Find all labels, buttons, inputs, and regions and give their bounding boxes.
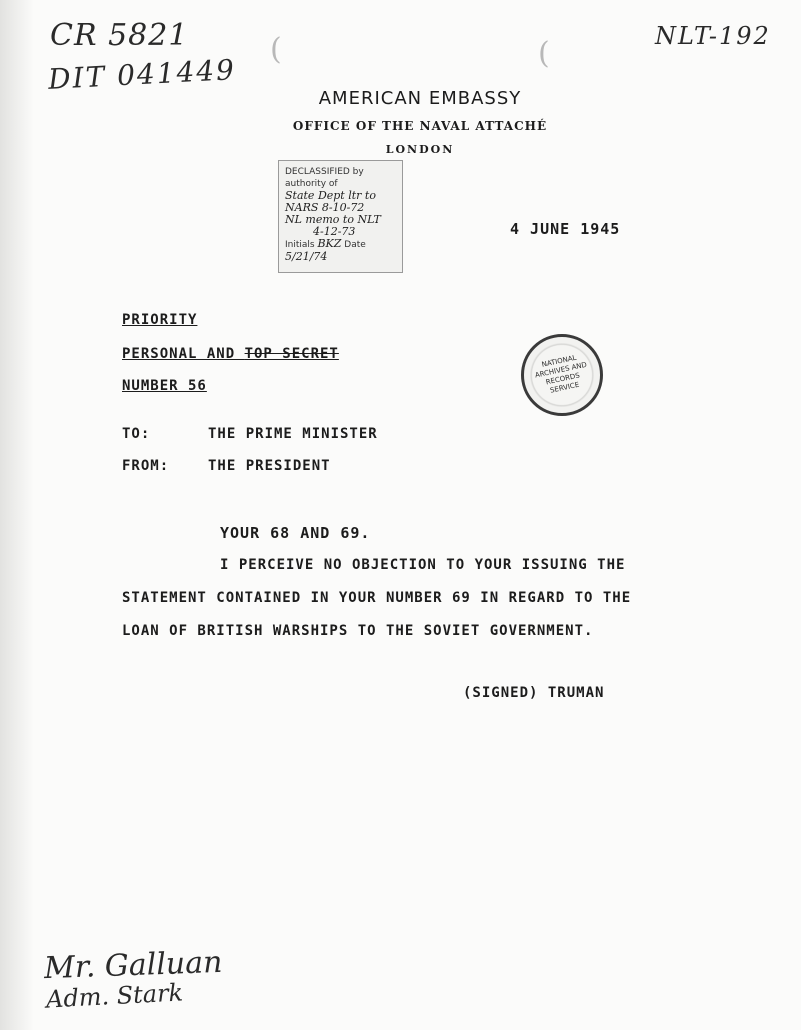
classification-heading xyxy=(122,346,339,362)
declass-hand-line-4: 4-12-73 xyxy=(313,225,356,238)
letterhead-office: OFFICE OF THE NAVAL ATTACHÉ xyxy=(292,119,548,133)
declass-hand-line-2: NARS 8-10-72 xyxy=(285,201,365,214)
document-date: 4 JUNE 1945 xyxy=(510,220,621,238)
letterhead xyxy=(220,88,620,156)
priority-heading: PRIORITY xyxy=(122,312,198,328)
declass-initials-label: Initials xyxy=(285,240,315,250)
message-line-1: I PERCEIVE NO OBJECTION TO YOUR ISSUING THE xyxy=(220,557,626,573)
message-reference: YOUR 68 AND 69. xyxy=(220,524,371,542)
message-number: NUMBER 56 xyxy=(122,378,207,394)
from-label: FROM: xyxy=(122,458,170,474)
declass-date-label: Date xyxy=(344,240,366,250)
handwritten-dit-number: DIT 041449 xyxy=(47,53,237,96)
to-label: TO: xyxy=(122,426,151,442)
declassification-stamp xyxy=(278,160,403,273)
message-line-2: STATEMENT CONTAINED IN YOUR NUMBER 69 IN REGARD TO THE xyxy=(122,590,632,606)
struck-classification: TOP SECRET xyxy=(244,346,339,362)
page-edge-shadow xyxy=(0,0,34,1030)
seal-text: NATIONAL ARCHIVES AND RECORDS SERVICE xyxy=(534,353,588,395)
personal-and-text: PERSONAL AND xyxy=(122,346,245,362)
letterhead-city: LONDON xyxy=(385,143,455,156)
declass-date-value: 5/21/74 xyxy=(285,250,328,263)
handwritten-recipient-2: Adm. Stark xyxy=(45,978,184,1014)
letterhead-embassy: AMERICAN EMBASSY xyxy=(318,88,522,109)
declass-hand-line-3: NL memo to NLT xyxy=(285,213,381,226)
punch-mark-left: ( xyxy=(270,32,282,67)
signature-line: (SIGNED) TRUMAN xyxy=(463,685,605,701)
handwritten-nlt-number: NLT-192 xyxy=(655,22,771,50)
archives-seal-stamp xyxy=(521,334,603,416)
declass-authority-line: DECLASSIFIED by authority of xyxy=(285,167,364,189)
handwritten-cr-number: CR 5821 xyxy=(50,18,189,53)
message-line-3: LOAN OF BRITISH WARSHIPS TO THE SOVIET GOVERNMENT. xyxy=(122,623,594,639)
handwritten-recipient-1: Mr. Galluan xyxy=(43,944,223,987)
to-recipient: THE PRIME MINISTER xyxy=(208,426,378,442)
declass-initials-row xyxy=(285,238,402,264)
punch-mark-right: ( xyxy=(538,36,550,71)
declass-initials-value: BKZ xyxy=(317,237,342,250)
declass-hand-line-1: State Dept ltr to xyxy=(285,189,376,202)
from-sender: THE PRESIDENT xyxy=(208,458,331,474)
